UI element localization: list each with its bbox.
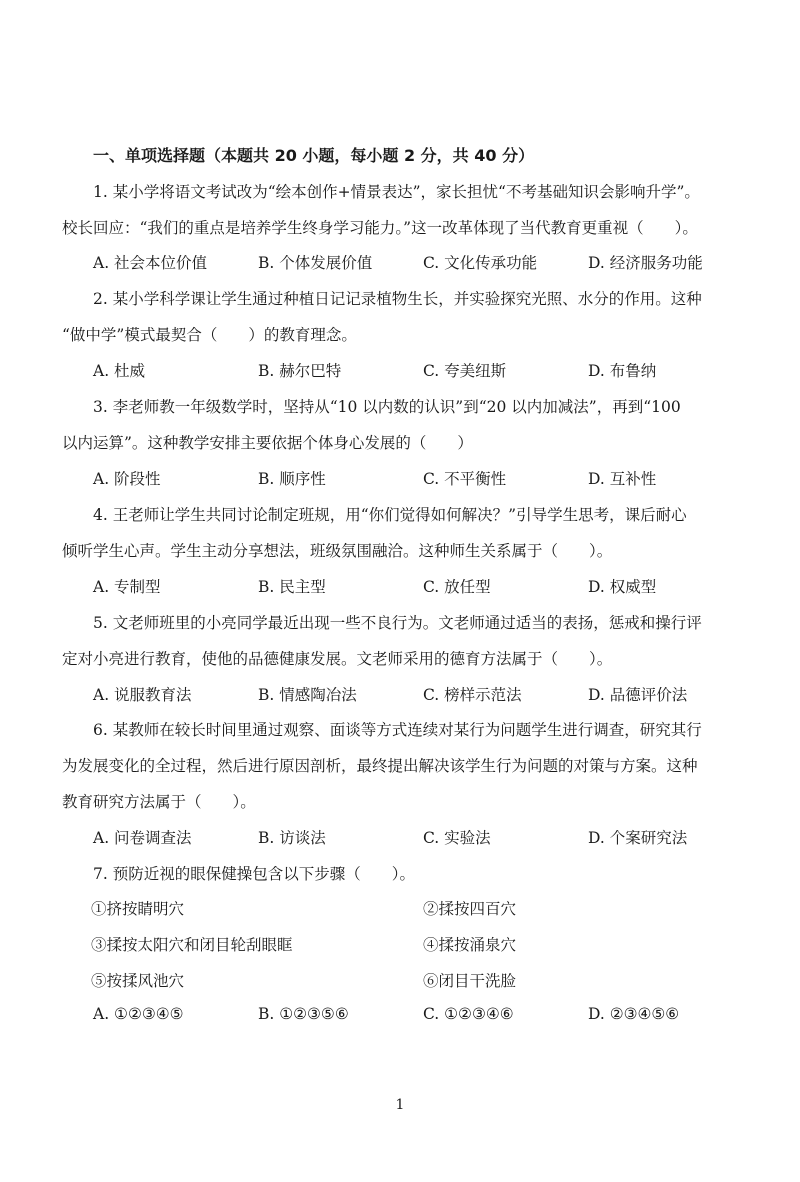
question-6-line-1: 6. 某教师在较长时间里通过观察、面谈等方式连续对某行为问题学生进行调查，研究其行 bbox=[93, 721, 702, 739]
question-7-line-1: 7. 预防近视的眼保健操包含以下步骤（ ）。 bbox=[93, 865, 415, 883]
page-number: 1 bbox=[395, 1097, 405, 1113]
question-6-options bbox=[93, 826, 733, 848]
question-7-options bbox=[93, 1005, 733, 1027]
question-4-options bbox=[93, 575, 733, 597]
option-d: D. ②③④⑤⑥ bbox=[588, 1005, 680, 1023]
option-b: B. 顺序性 bbox=[258, 470, 326, 488]
section-title: 一、单项选择题（本题共 20 小题，每小题 2 分，共 40 分） bbox=[93, 146, 535, 165]
option-c: C. 实验法 bbox=[423, 829, 491, 847]
question-2-line-2: “做中学”模式最契合（ ）的教育理念。 bbox=[62, 326, 357, 344]
step-5: ⑤按揉风池穴 bbox=[91, 972, 185, 990]
option-d: D. 个案研究法 bbox=[588, 829, 688, 847]
option-c: C. 放任型 bbox=[423, 578, 491, 596]
option-c: C. ①②③④⑥ bbox=[423, 1005, 514, 1023]
question-6-line-3: 教育研究方法属于（ ）。 bbox=[62, 793, 256, 811]
option-b: B. 赫尔巴特 bbox=[258, 362, 342, 380]
step-2: ②揉按四百穴 bbox=[423, 900, 517, 918]
step-6: ⑥闭目干洗脸 bbox=[423, 972, 517, 990]
question-1-line-2: 校长回应：“我们的重点是培养学生终身学习能力。”这一改革体现了当代教育更重视（ ）。 bbox=[62, 219, 698, 237]
question-1-line-1: 1. 某小学将语文考试改为“绘本创作+情景表达”，家长担忧“不考基础知识会影响升学”。 bbox=[93, 183, 700, 201]
option-a: A. 专制型 bbox=[93, 578, 161, 596]
question-3-line-2: 以内运算”。这种教学安排主要依据个体身心发展的（ ） bbox=[62, 434, 473, 452]
question-2-options bbox=[93, 359, 733, 381]
option-c: C. 榜样示范法 bbox=[423, 686, 522, 704]
option-d: D. 互补性 bbox=[588, 470, 657, 488]
question-3-line-1: 3. 李老师教一年级数学时，坚持从“10 以内数的认识”到“20 以内加减法”，再到“100 bbox=[93, 398, 681, 416]
option-d: D. 品德评价法 bbox=[588, 686, 688, 704]
question-3-options bbox=[93, 467, 733, 489]
option-a: A. ①②③④⑤ bbox=[93, 1005, 184, 1023]
option-b: B. 民主型 bbox=[258, 578, 326, 596]
option-c: C. 不平衡性 bbox=[423, 470, 507, 488]
question-5-line-1: 5. 文老师班里的小亮同学最近出现一些不良行为。文老师通过适当的表扬，惩戒和操行评 bbox=[93, 614, 702, 632]
question-4-line-1: 4. 王老师让学生共同讨论制定班规，用“你们觉得如何解决？”引导学生思考，课后耐心 bbox=[93, 506, 687, 524]
option-b: B. 个体发展价值 bbox=[258, 254, 373, 272]
option-a: A. 阶段性 bbox=[93, 470, 161, 488]
option-d: D. 经济服务功能 bbox=[588, 254, 703, 272]
question-6-line-2: 为发展变化的全过程，然后进行原因剖析，最终提出解决该学生行为问题的对策与方案。这种 bbox=[62, 757, 698, 775]
option-a: A. 社会本位价值 bbox=[93, 254, 208, 272]
option-b: B. 情感陶冶法 bbox=[258, 686, 357, 704]
question-4-line-2: 倾听学生心声。学生主动分享想法，班级氛围融洽。这种师生关系属于（ ）。 bbox=[62, 542, 613, 560]
question-2-line-1: 2. 某小学科学课让学生通过种植日记记录植物生长，并实验探究光照、水分的作用。这种 bbox=[93, 290, 702, 308]
question-5-options bbox=[93, 683, 733, 705]
option-b: B. 访谈法 bbox=[258, 829, 326, 847]
question-5-line-2: 定对小亮进行教育，使他的品德健康发展。文老师采用的德育方法属于（ ）。 bbox=[62, 650, 613, 668]
step-4: ④揉按涌泉穴 bbox=[423, 936, 517, 954]
option-a: A. 杜威 bbox=[93, 362, 146, 380]
option-d: D. 布鲁纳 bbox=[588, 362, 657, 380]
option-d: D. 权威型 bbox=[588, 578, 657, 596]
option-c: C. 夸美纽斯 bbox=[423, 362, 507, 380]
step-3: ③揉按太阳穴和闭目轮刮眼眶 bbox=[91, 936, 293, 954]
option-a: A. 说服教育法 bbox=[93, 686, 192, 704]
step-1: ①挤按睛明穴 bbox=[91, 900, 185, 918]
option-a: A. 问卷调查法 bbox=[93, 829, 192, 847]
option-c: C. 文化传承功能 bbox=[423, 254, 538, 272]
question-1-options bbox=[93, 251, 733, 273]
option-b: B. ①②③⑤⑥ bbox=[258, 1005, 349, 1023]
